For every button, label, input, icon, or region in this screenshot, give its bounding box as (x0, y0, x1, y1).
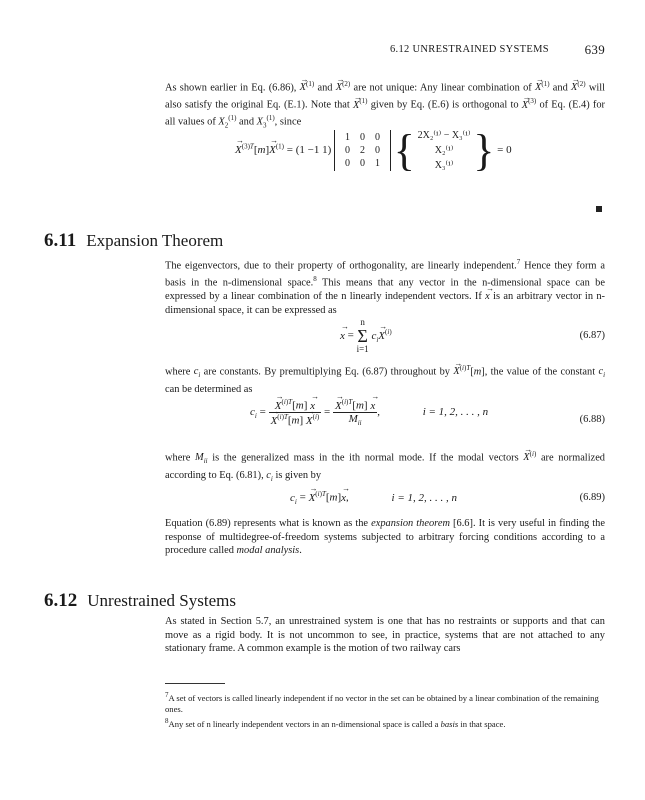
equation-6-88-label: (6.88) (579, 414, 605, 425)
section-6-11-heading: 6.11 Expansion Theorem (44, 230, 224, 251)
mass-matrix: 1 0 0 0 2 0 0 0 1 (334, 130, 391, 171)
equation-6-89-range: i = 1, 2, . . . , n (391, 491, 458, 504)
equation-6-87-label: (6.87) (579, 330, 605, 341)
equation-6-87: → x = n Σ i=1 $c_i\to X^{(i)}$ (340, 318, 392, 354)
term-modal-analysis: modal analysis (236, 545, 300, 557)
section-6-11-paragraph-4: Equation (6.89) represents what is known as the expansion theorem [6.6]. It is very useful in finding the response of multidegree-of-freedom systems subjected to arbitrary forcing conditions according to a procedure called modal analysis. (165, 518, 605, 557)
column-vector: 2X₂⁽¹⁾ − X₃⁽¹⁾ X₂⁽¹⁾ X₃⁽¹⁾ (417, 130, 471, 171)
section-6-11-paragraph-3: where $M_{ii}$ is the generalized mass in the ith normal mode. If the modal vectors → $X^{(i)}$ are normalized according to Eq. (6.81), $c_i$ is given by (165, 448, 605, 487)
section-6-12-paragraph-1: As stated in Section 5.7, an unrestrained system is one that has no restraints or supports and that can move as a rigid body. It is not uncommon to see, in practice, systems that are not attached to any stationary frame. A common example is the motion of two railway cars (165, 616, 605, 655)
row-vector: (1 −1 1) (295, 144, 332, 157)
section-6-11-paragraph-2: where $c_i$ are constants. By premultiplying Eq. (6.87) throughout by → $X^{(i)T}[m]$, the value of the constant $c_i$ can be determined as (165, 362, 605, 397)
section-6-11-paragraph-1: The eigenvectors, due to their property of orthogonality, are linearly independent.$^7$ Hence they form a basis in the n-dimensional space.$^8$ This means that any vector in the n-dimensional space can be expressed by a linear combination of the n linearly independent vectors. If → x is an arbitrary vector in n-dimensional space, it can be expressed as (165, 256, 605, 317)
page-number: 639 (584, 42, 605, 57)
section-6-12-heading: 6.12 Unrestrained Systems (44, 590, 236, 611)
footnote-7: $^7$A set of vectors is called linearly independent if no vector in the set can be obtained by a linear combination of the remaining ones. (165, 691, 599, 715)
footnote-8: $^8$Any set of n linearly independent vectors in an n-dimensional space is called a basis in that space. (165, 717, 506, 729)
equation-e-orthogonality: → $X^{(3)T}[m]\to X^{(1)} = (1 -1$ 1) 1 0 0 0 2 0 0 0 1 { 2X₂⁽¹⁾ − X₃⁽¹⁾ X₂⁽¹⁾ X₃⁽¹⁾ } = 0 (235, 128, 512, 173)
equation-6-89: $c_i$ = → $X^{(i)T}[m]\to x$, i = 1, 2, . . . , n (290, 490, 457, 506)
header-section: 6.12 UNRESTRAINED SYSTEMS (390, 44, 549, 55)
equation-6-89-label: (6.89) (579, 492, 605, 503)
equation-6-88: $c_i$ = → $X^{(i)T}[m] \to x$ → $X^{(i)T}[m] \to X^{(i)}$ = → $\frac{X^{(i)T}[m] \to x}{M_{ii}}$ , i = 1, 2, . . . , n (250, 398, 488, 427)
footnote-rule (165, 683, 225, 684)
intro-paragraph: As shown earlier in Eq. (6.86), → $X^{(1)}$ and → $X^{(2)}$ are not unique: Any linear combination of → $X^{(1)}$ and → $X^{(2)}$ will also satisfy the original Eq. (E.1). Note that → $X^{(1)}$ given by Eq. (E.6) is orthogonal to → $X^{(3)}$ of Eq. (E.4) for all values of $X_2^{(1)}$ and $X_3^{(1)}$, since (165, 78, 605, 133)
end-of-example-mark (596, 206, 602, 212)
equation-6-88-range: i = 1, 2, . . . , n (422, 405, 489, 418)
term-expansion-theorem: expansion theorem (371, 518, 450, 529)
